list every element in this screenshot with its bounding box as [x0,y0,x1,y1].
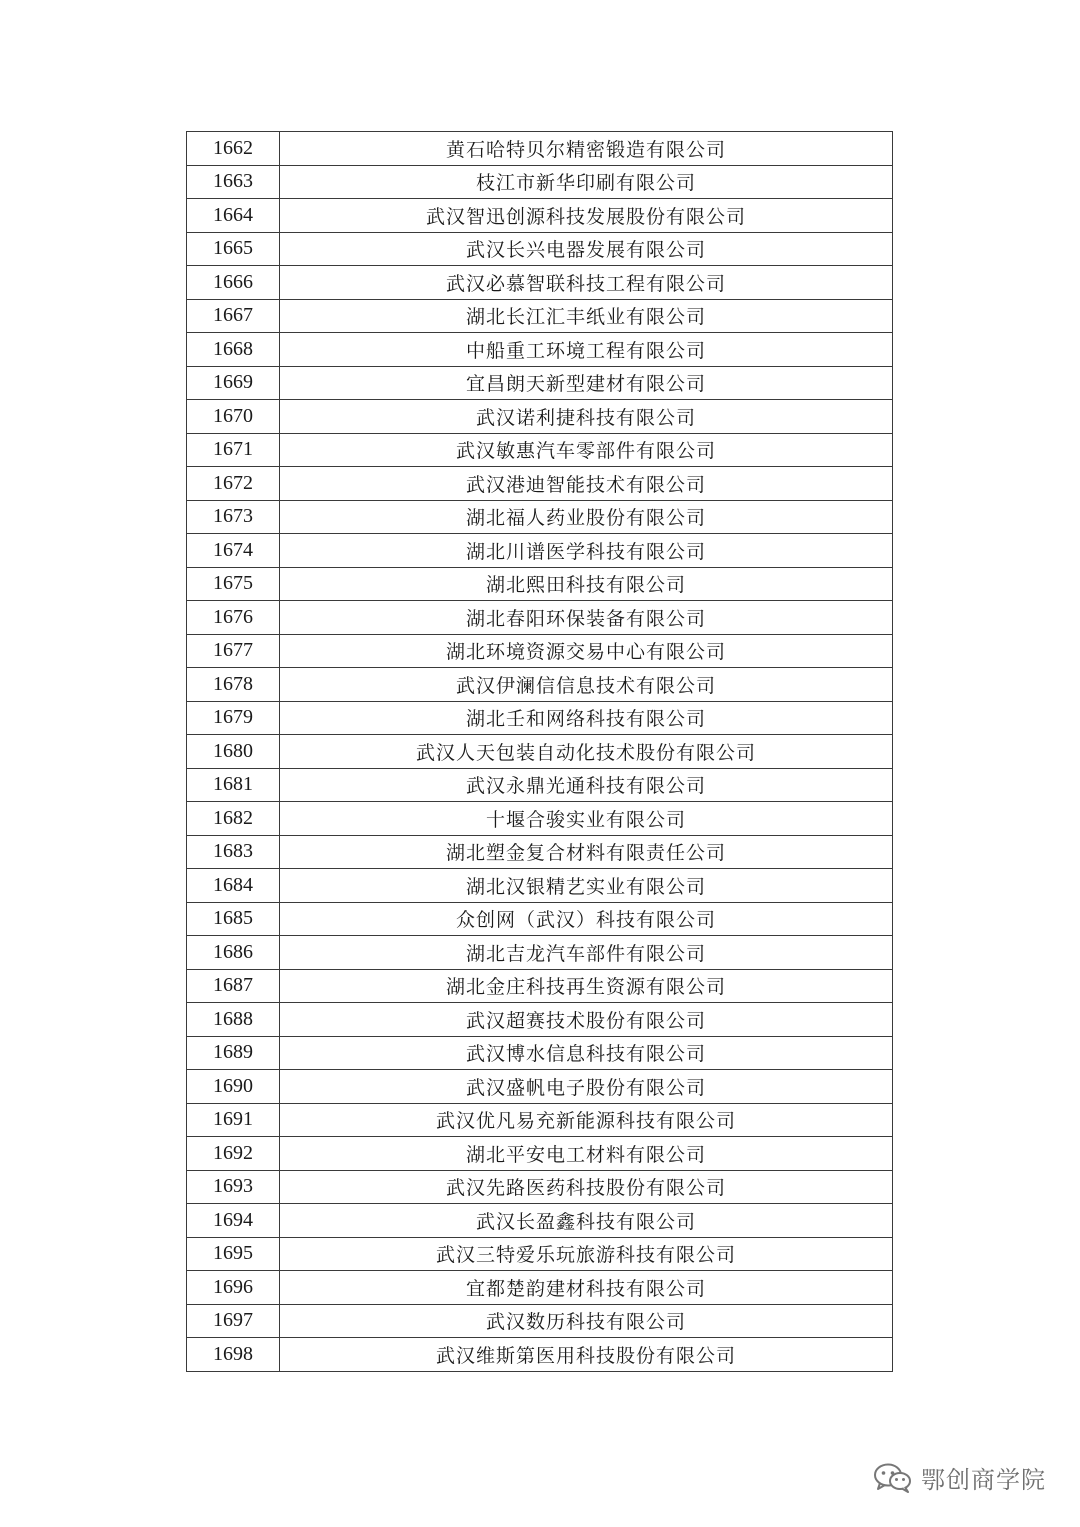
table-row [187,668,893,702]
company-name: 众创网（武汉）科技有限公司 [280,902,893,936]
table-row [187,366,893,400]
row-number: 1692 [187,1137,280,1171]
company-name: 武汉长盈鑫科技有限公司 [280,1204,893,1238]
table-row [187,936,893,970]
row-number: 1687 [187,969,280,1003]
table-row [187,433,893,467]
company-name: 武汉先路医药科技股份有限公司 [280,1170,893,1204]
table-row [187,1338,893,1372]
table-row [187,199,893,233]
company-name: 武汉三特爱乐玩旅游科技有限公司 [280,1237,893,1271]
wechat-icon [873,1463,913,1493]
row-number: 1667 [187,299,280,333]
watermark [873,1460,1046,1495]
company-name: 湖北熙田科技有限公司 [280,567,893,601]
row-number: 1678 [187,668,280,702]
company-name: 宜都楚韵建材科技有限公司 [280,1271,893,1305]
table-row [187,1103,893,1137]
row-number: 1680 [187,735,280,769]
table-row [187,333,893,367]
row-number: 1675 [187,567,280,601]
company-name: 中船重工环境工程有限公司 [280,333,893,367]
table-row [187,601,893,635]
row-number: 1685 [187,902,280,936]
company-name: 湖北长江汇丰纸业有限公司 [280,299,893,333]
row-number: 1684 [187,869,280,903]
company-name: 武汉诺利捷科技有限公司 [280,400,893,434]
company-name: 湖北汉银精艺实业有限公司 [280,869,893,903]
row-number: 1689 [187,1036,280,1070]
company-name: 湖北金庄科技再生资源有限公司 [280,969,893,1003]
row-number: 1690 [187,1070,280,1104]
row-number: 1669 [187,366,280,400]
row-number: 1682 [187,802,280,836]
company-name: 武汉博水信息科技有限公司 [280,1036,893,1070]
table-row [187,634,893,668]
company-name: 湖北环境资源交易中心有限公司 [280,634,893,668]
row-number: 1683 [187,835,280,869]
company-table [186,131,893,1372]
row-number: 1677 [187,634,280,668]
row-number: 1679 [187,701,280,735]
company-name: 枝江市新华印刷有限公司 [280,165,893,199]
company-name: 武汉长兴电器发展有限公司 [280,232,893,266]
table-row [187,1237,893,1271]
row-number: 1694 [187,1204,280,1238]
row-number: 1695 [187,1237,280,1271]
table-row [187,1170,893,1204]
row-number: 1676 [187,601,280,635]
table-row [187,768,893,802]
row-number: 1686 [187,936,280,970]
company-name: 湖北福人药业股份有限公司 [280,500,893,534]
table-row [187,266,893,300]
table-row [187,567,893,601]
row-number: 1674 [187,534,280,568]
row-number: 1668 [187,333,280,367]
table-row [187,1137,893,1171]
company-name: 湖北春阳环保装备有限公司 [280,601,893,635]
company-name: 黄石哈特贝尔精密锻造有限公司 [280,132,893,166]
row-number: 1662 [187,132,280,166]
company-name: 十堰合骏实业有限公司 [280,802,893,836]
company-name: 武汉盛帆电子股份有限公司 [280,1070,893,1104]
company-name: 武汉必慕智联科技工程有限公司 [280,266,893,300]
company-name: 宜昌朗天新型建材有限公司 [280,366,893,400]
company-table-body [187,132,893,1372]
row-number: 1664 [187,199,280,233]
table-row [187,835,893,869]
table-row [187,869,893,903]
row-number: 1681 [187,768,280,802]
row-number: 1698 [187,1338,280,1372]
row-number: 1688 [187,1003,280,1037]
company-name: 湖北川谱医学科技有限公司 [280,534,893,568]
table-row [187,165,893,199]
table-row [187,1271,893,1305]
company-name: 湖北塑金复合材料有限责任公司 [280,835,893,869]
table-row [187,1036,893,1070]
company-name: 武汉智迅创源科技发展股份有限公司 [280,199,893,233]
company-name: 武汉超赛技术股份有限公司 [280,1003,893,1037]
row-number: 1696 [187,1271,280,1305]
row-number: 1672 [187,467,280,501]
table-row [187,400,893,434]
table-row [187,232,893,266]
company-name: 武汉人天包装自动化技术股份有限公司 [280,735,893,769]
table-row [187,802,893,836]
company-name: 武汉敏惠汽车零部件有限公司 [280,433,893,467]
table-row [187,969,893,1003]
company-name: 湖北吉龙汽车部件有限公司 [280,936,893,970]
row-number: 1693 [187,1170,280,1204]
company-name: 湖北平安电工材料有限公司 [280,1137,893,1171]
company-name: 武汉永鼎光通科技有限公司 [280,768,893,802]
table-row [187,1003,893,1037]
company-name: 武汉数历科技有限公司 [280,1304,893,1338]
table-row [187,467,893,501]
table-row [187,902,893,936]
table-row [187,735,893,769]
company-name: 武汉维斯第医用科技股份有限公司 [280,1338,893,1372]
row-number: 1670 [187,400,280,434]
company-name: 武汉港迪智能技术有限公司 [280,467,893,501]
table-row [187,500,893,534]
watermark-text: 鄂创商学院 [921,1466,1046,1494]
table-row [187,132,893,166]
company-name: 武汉优凡易充新能源科技有限公司 [280,1103,893,1137]
company-name: 湖北壬和网络科技有限公司 [280,701,893,735]
table-row [187,299,893,333]
row-number: 1697 [187,1304,280,1338]
row-number: 1673 [187,500,280,534]
table-row [187,701,893,735]
row-number: 1663 [187,165,280,199]
row-number: 1671 [187,433,280,467]
row-number: 1666 [187,266,280,300]
table-row [187,1204,893,1238]
row-number: 1665 [187,232,280,266]
table-row [187,1070,893,1104]
row-number: 1691 [187,1103,280,1137]
table-row [187,1304,893,1338]
table-row [187,534,893,568]
company-name: 武汉伊澜信信息技术有限公司 [280,668,893,702]
